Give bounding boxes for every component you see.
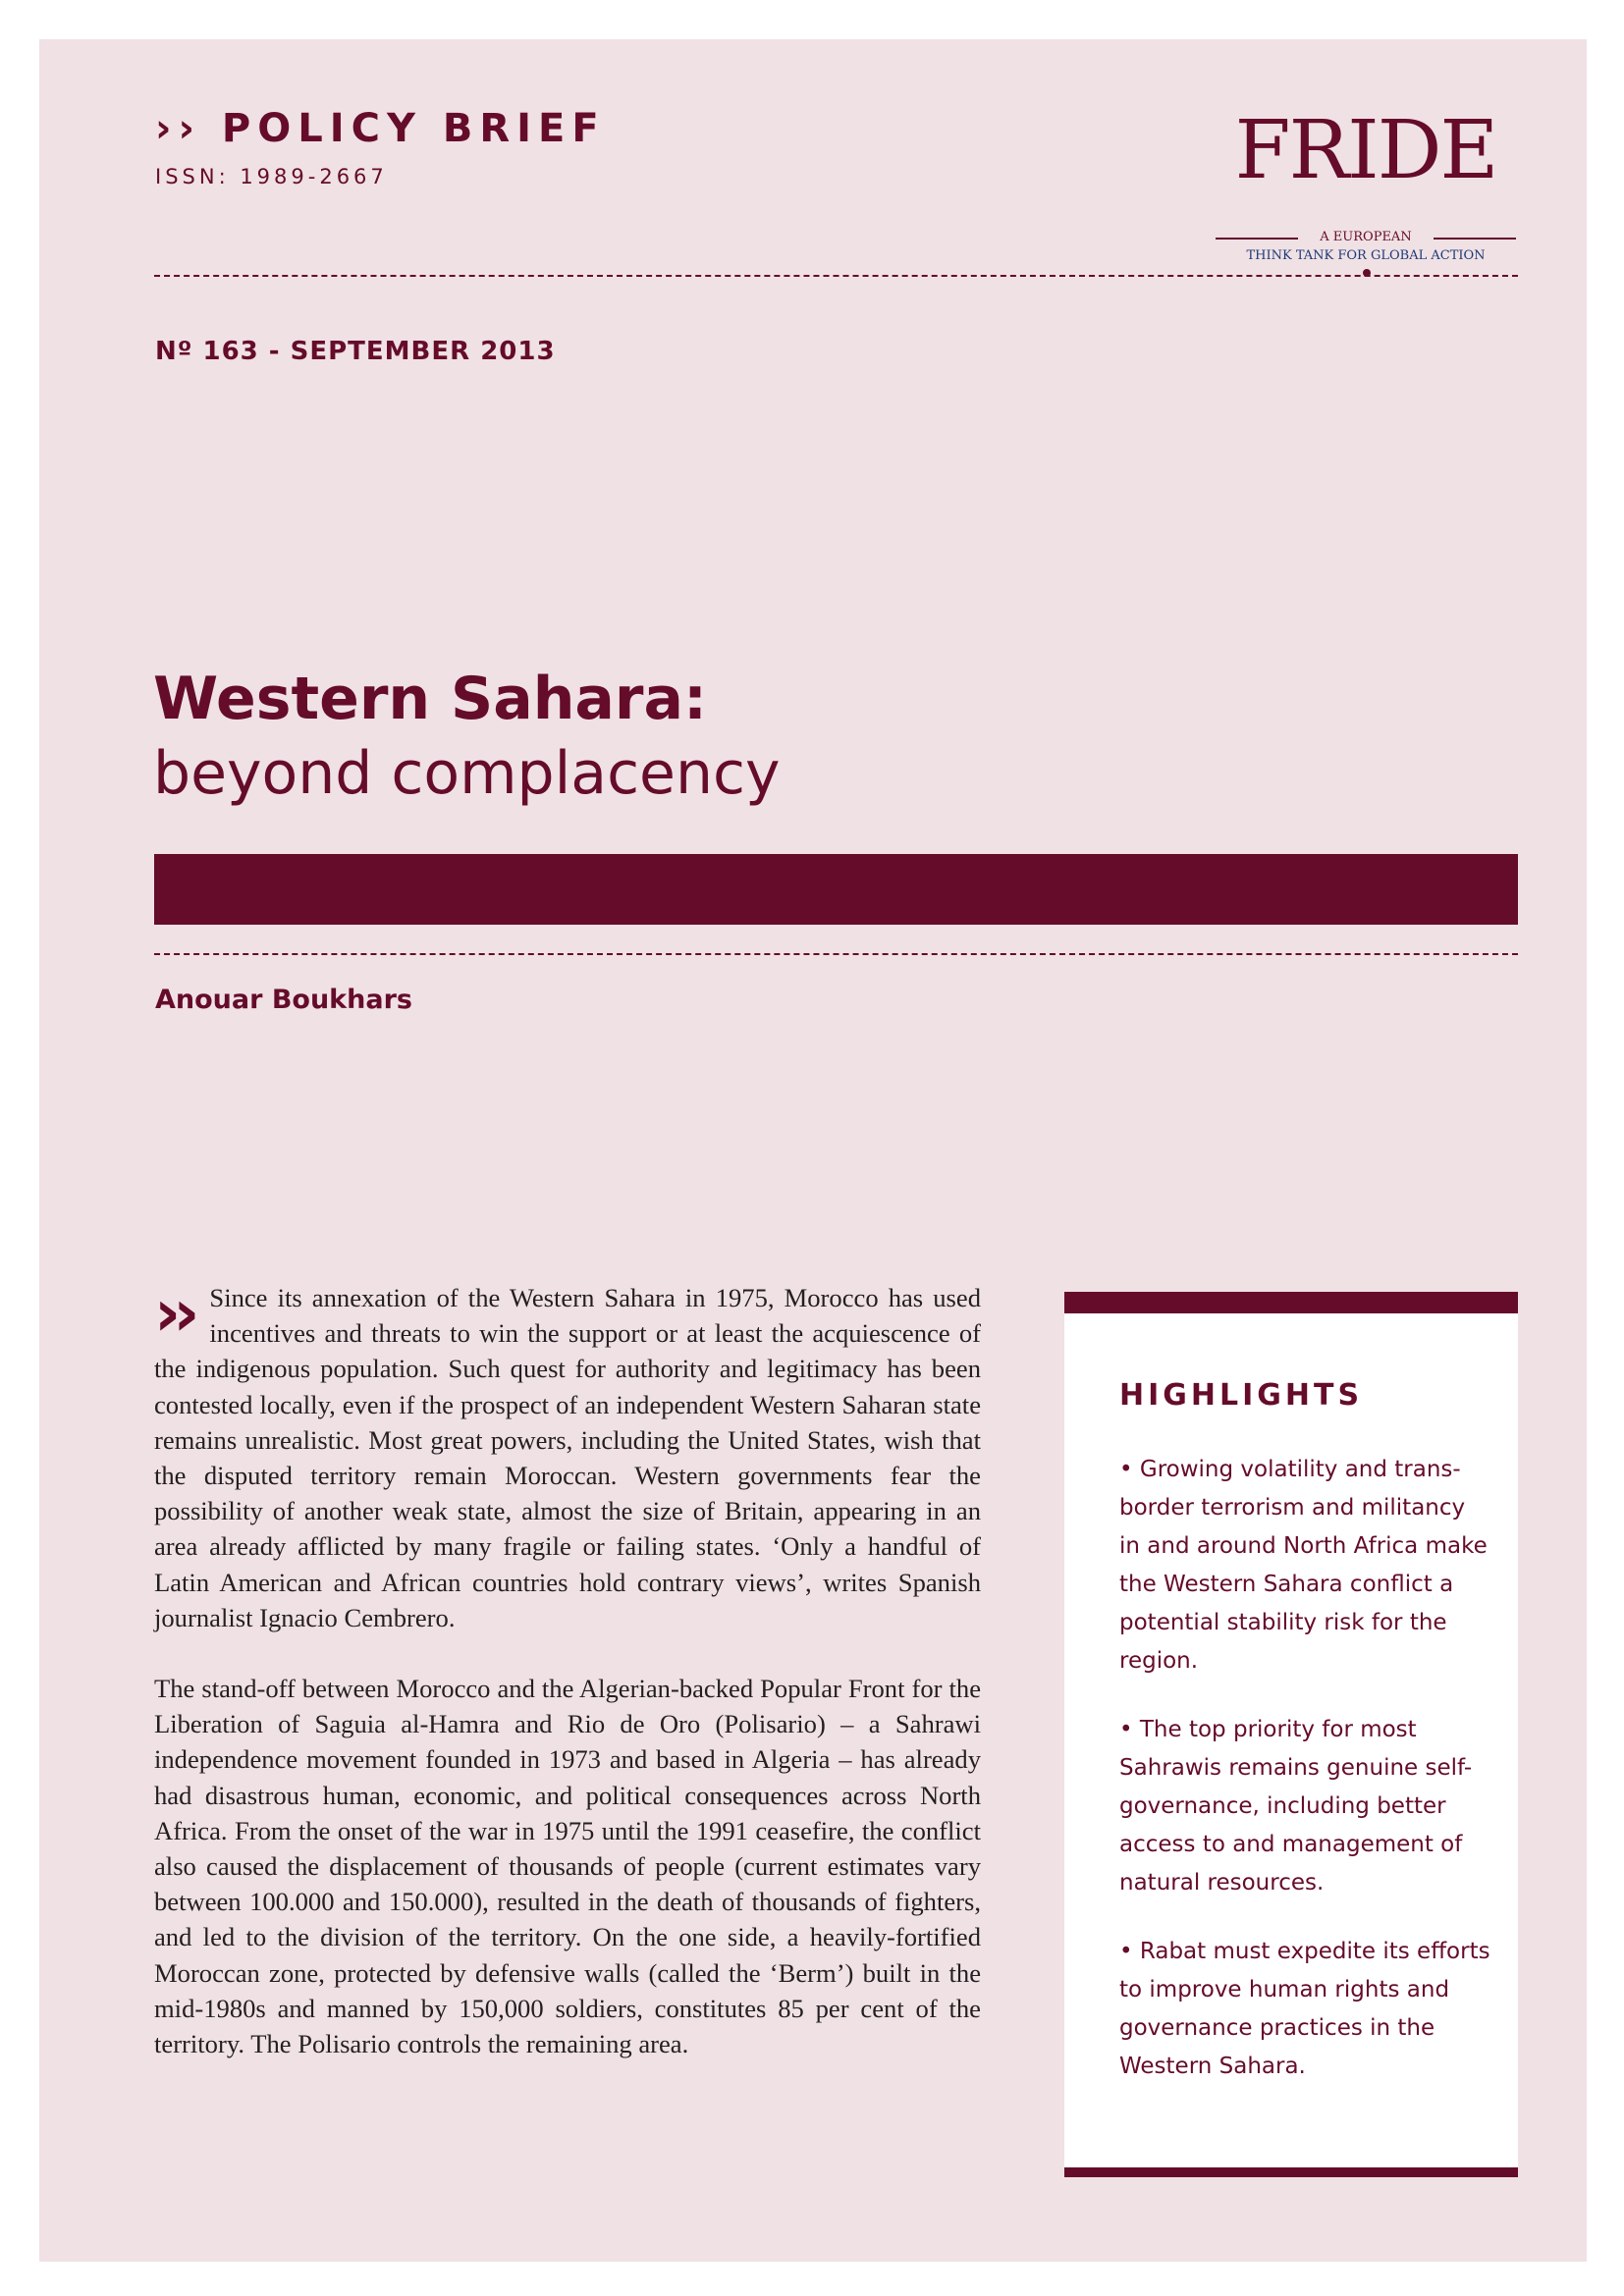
body-paragraph-1 — [154, 1275, 981, 1635]
page — [39, 39, 1587, 2262]
issn-label: ISSN: 1989-2667 — [155, 165, 388, 188]
fride-logo — [1214, 104, 1518, 291]
author-name: Anouar Boukhars — [155, 985, 412, 1015]
highlight-item: • Rabat must expedite its efforts to improve human rights and governance practices in the Western Sahara. — [1119, 1939, 1490, 2079]
issue-label: Nº 163 - SEPTEMBER 2013 — [155, 337, 556, 366]
highlight-item: • Growing volatility and trans-border terrorism and militancy in and around North Africa make the Western Sahara conflict a potential stability risk for the region. — [1119, 1457, 1488, 1674]
divider-top — [154, 275, 1518, 277]
policy-brief-label: ›› POLICY BRIEF — [155, 106, 606, 151]
divider-bottom — [154, 953, 1518, 955]
logo-rule-right — [1434, 238, 1516, 240]
title-line-1: Western Sahara: — [153, 665, 707, 733]
body-paragraph-2: The stand-off between Morocco and the Algerian-backed Popular Front for the Liberation of Saguia al-Hamra and Rio de Oro (Polisario) – a Sahrawi independence movement founded in 1973 and based in Algeria – has already had disastrous human, economic, and political consequences across North Africa. From the onset of the war in 1975 until the 1991 ceasefire, the conflict also caused the displacement of thousands of people (current estimates vary between 100.000 and 150.000), resulted in the death of thousands of fighters, and led to the division of the territory. On the one side, a heavily-fortified Moroccan zone, protected by defensive walls (called the ‘Berm’) built in the mid-1980s and manned by 150,000 soldiers, constitutes 85 per cent of the territory. The Polisario controls the remaining area. — [154, 1674, 981, 2059]
logo-name: FRIDE — [1234, 104, 1497, 197]
highlights-title: HIGHLIGHTS — [1119, 1378, 1364, 1413]
highlights-list — [1119, 1451, 1492, 2116]
body-text — [154, 1275, 981, 2097]
title-line-2: beyond complacency — [153, 739, 781, 808]
title-bar — [154, 854, 1518, 925]
paragraph-1-text: Since its annexation of the Western Sahara in 1975, Morocco has used incentives and threats to win the support or at least the acquiescence of the indigenous population. Such quest for authority and legitimacy has been contested locally, even if the prospect of an independent Western Saharan state remains unrealistic. Most great powers, including the United States, wish that the disputed territory remain Moroccan. Western governments fear the possibility of another weak state, almost the size of Britain, appearing in an area already afflicted by many fragile or failing states. ‘Only a handful of Latin American and African countries hold contrary views’, writes Spanish journalist Ignacio Cembrero. — [154, 1283, 981, 1632]
logo-tagline-1: A EUROPEAN — [1320, 230, 1412, 244]
highlight-item: • The top priority for most Sahrawis remains genuine self-governance, including better access to and management of natural resources. — [1119, 1717, 1473, 1896]
highlights-box — [1064, 1292, 1518, 2177]
quote-mark-icon: ›› — [154, 1275, 192, 1351]
logo-tagline-2: THINK TANK FOR GLOBAL ACTION — [1246, 248, 1486, 263]
